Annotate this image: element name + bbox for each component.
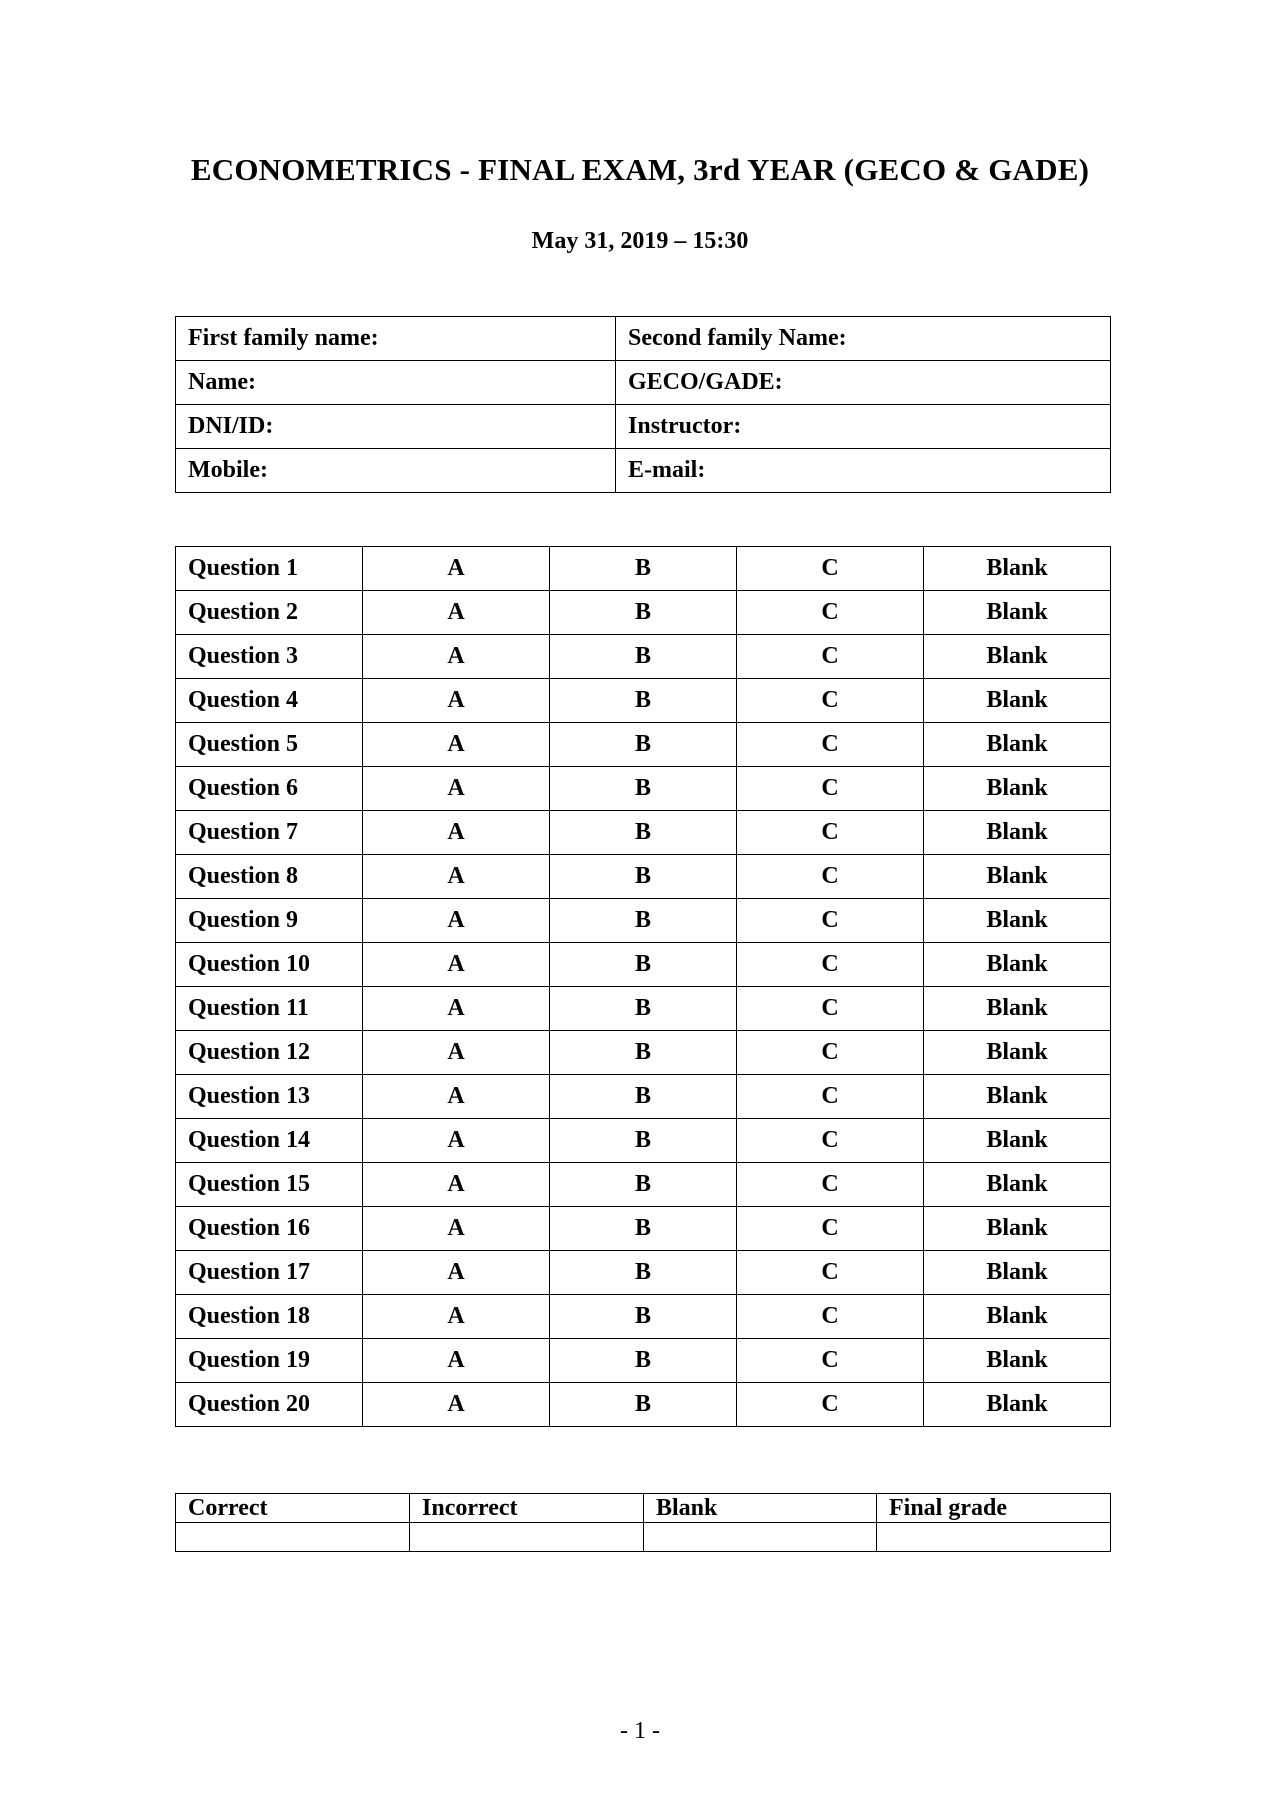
answer-option-blank[interactable]: Blank (924, 855, 1111, 899)
question-label: Question 18 (176, 1295, 363, 1339)
question-label: Question 13 (176, 1075, 363, 1119)
question-label: Question 20 (176, 1383, 363, 1427)
final-grade-value-cell[interactable] (877, 1523, 1111, 1552)
answer-option-a[interactable]: A (363, 1031, 550, 1075)
answer-option-b[interactable]: B (550, 1075, 737, 1119)
answer-option-blank[interactable]: Blank (924, 635, 1111, 679)
answer-row (176, 899, 1111, 943)
answer-row (176, 591, 1111, 635)
summary-value-row (176, 1523, 1111, 1552)
answer-option-b[interactable]: B (550, 899, 737, 943)
answer-option-c[interactable]: C (737, 1163, 924, 1207)
question-label: Question 8 (176, 855, 363, 899)
answer-option-blank[interactable]: Blank (924, 1383, 1111, 1427)
answer-row (176, 679, 1111, 723)
question-label: Question 11 (176, 987, 363, 1031)
summary-header-row (176, 1494, 1111, 1523)
answer-option-c[interactable]: C (737, 767, 924, 811)
first-family-name-field[interactable]: First family name: (176, 317, 616, 361)
answer-row (176, 1163, 1111, 1207)
answer-option-blank[interactable]: Blank (924, 591, 1111, 635)
answer-option-blank[interactable]: Blank (924, 547, 1111, 591)
answer-option-a[interactable]: A (363, 679, 550, 723)
answer-option-c[interactable]: C (737, 591, 924, 635)
info-row (176, 405, 1111, 449)
answer-option-c[interactable]: C (737, 1119, 924, 1163)
answer-option-blank[interactable]: Blank (924, 1075, 1111, 1119)
question-label: Question 12 (176, 1031, 363, 1075)
answer-option-a[interactable]: A (363, 591, 550, 635)
mobile-field[interactable]: Mobile: (176, 449, 616, 493)
answer-option-c[interactable]: C (737, 723, 924, 767)
answer-option-a[interactable]: A (363, 987, 550, 1031)
incorrect-value-cell[interactable] (410, 1523, 644, 1552)
answer-option-blank[interactable]: Blank (924, 943, 1111, 987)
answer-option-b[interactable]: B (550, 679, 737, 723)
info-row (176, 449, 1111, 493)
answer-option-blank[interactable]: Blank (924, 1251, 1111, 1295)
answer-option-b[interactable]: B (550, 811, 737, 855)
second-family-name-field[interactable]: Second family Name: (616, 317, 1111, 361)
answer-option-c[interactable]: C (737, 987, 924, 1031)
answer-option-b[interactable]: B (550, 1251, 737, 1295)
answer-option-b[interactable]: B (550, 1163, 737, 1207)
answer-option-b[interactable]: B (550, 1339, 737, 1383)
question-label: Question 2 (176, 591, 363, 635)
question-label: Question 4 (176, 679, 363, 723)
answer-option-a[interactable]: A (363, 1207, 550, 1251)
answer-option-c[interactable]: C (737, 1295, 924, 1339)
answer-row (176, 1295, 1111, 1339)
question-label: Question 7 (176, 811, 363, 855)
answer-option-b[interactable]: B (550, 1207, 737, 1251)
student-info-table (175, 316, 1111, 493)
answer-option-a[interactable]: A (363, 1295, 550, 1339)
question-label: Question 3 (176, 635, 363, 679)
dni-id-field[interactable]: DNI/ID: (176, 405, 616, 449)
email-field[interactable]: E-mail: (616, 449, 1111, 493)
answer-option-b[interactable]: B (550, 547, 737, 591)
page-number: - 1 - (620, 1718, 660, 1744)
answer-option-a[interactable]: A (363, 855, 550, 899)
answer-option-b[interactable]: B (550, 1031, 737, 1075)
answer-option-b[interactable]: B (550, 767, 737, 811)
answer-option-b[interactable]: B (550, 1119, 737, 1163)
answer-row (176, 987, 1111, 1031)
answer-option-a[interactable]: A (363, 723, 550, 767)
answer-option-blank[interactable]: Blank (924, 1031, 1111, 1075)
answer-option-blank[interactable]: Blank (924, 899, 1111, 943)
answer-option-a[interactable]: A (363, 767, 550, 811)
question-label: Question 19 (176, 1339, 363, 1383)
answer-option-a[interactable]: A (363, 1251, 550, 1295)
answer-row (176, 855, 1111, 899)
question-label: Question 5 (176, 723, 363, 767)
exam-date: May 31, 2019 – 15:30 (531, 228, 749, 254)
info-row (176, 317, 1111, 361)
question-label: Question 17 (176, 1251, 363, 1295)
geco-gade-field[interactable]: GECO/GADE: (616, 361, 1111, 405)
answer-option-blank[interactable]: Blank (924, 1295, 1111, 1339)
answer-option-c[interactable]: C (737, 1031, 924, 1075)
question-label: Question 16 (176, 1207, 363, 1251)
answer-option-b[interactable]: B (550, 591, 737, 635)
answer-option-c[interactable]: C (737, 899, 924, 943)
blank-value-cell[interactable] (644, 1523, 877, 1552)
question-label: Question 1 (176, 547, 363, 591)
answer-option-blank[interactable]: Blank (924, 1163, 1111, 1207)
answer-option-b[interactable]: B (550, 635, 737, 679)
answer-row (176, 547, 1111, 591)
answer-option-a[interactable]: A (363, 811, 550, 855)
answer-option-a[interactable]: A (363, 547, 550, 591)
answer-row (176, 1339, 1111, 1383)
answer-row (176, 723, 1111, 767)
answer-row (176, 1383, 1111, 1427)
answer-row (176, 635, 1111, 679)
answer-option-blank[interactable]: Blank (924, 1339, 1111, 1383)
answer-option-c[interactable]: C (737, 1251, 924, 1295)
answer-row (176, 1031, 1111, 1075)
name-field[interactable]: Name: (176, 361, 616, 405)
instructor-field[interactable]: Instructor: (616, 405, 1111, 449)
answer-option-a[interactable]: A (363, 1119, 550, 1163)
answer-option-a[interactable]: A (363, 635, 550, 679)
final-grade-header: Final grade (877, 1494, 1111, 1523)
answer-option-b[interactable]: B (550, 855, 737, 899)
answer-option-b[interactable]: B (550, 1383, 737, 1427)
answer-option-a[interactable]: A (363, 899, 550, 943)
answer-row (176, 767, 1111, 811)
correct-header: Correct (176, 1494, 410, 1523)
question-label: Question 14 (176, 1119, 363, 1163)
answer-option-a[interactable]: A (363, 1339, 550, 1383)
answer-row (176, 1207, 1111, 1251)
incorrect-header: Incorrect (410, 1494, 644, 1523)
answer-option-a[interactable]: A (363, 943, 550, 987)
answer-option-c[interactable]: C (737, 1383, 924, 1427)
answer-row (176, 1119, 1111, 1163)
answer-option-c[interactable]: C (737, 943, 924, 987)
answer-option-c[interactable]: C (737, 1075, 924, 1119)
blank-header: Blank (644, 1494, 877, 1523)
answer-option-c[interactable]: C (737, 855, 924, 899)
answer-option-c[interactable]: C (737, 811, 924, 855)
correct-value-cell[interactable] (176, 1523, 410, 1552)
info-row (176, 361, 1111, 405)
question-label: Question 10 (176, 943, 363, 987)
answer-sheet-table (175, 546, 1111, 1427)
answer-option-c[interactable]: C (737, 635, 924, 679)
answer-option-blank[interactable]: Blank (924, 811, 1111, 855)
grade-summary-table (175, 1493, 1111, 1552)
answer-option-blank[interactable]: Blank (924, 1207, 1111, 1251)
answer-option-blank[interactable]: Blank (924, 679, 1111, 723)
answer-row (176, 811, 1111, 855)
answer-option-blank[interactable]: Blank (924, 723, 1111, 767)
answer-option-a[interactable]: A (363, 1075, 550, 1119)
answer-option-blank[interactable]: Blank (924, 767, 1111, 811)
question-label: Question 15 (176, 1163, 363, 1207)
answer-row (176, 1075, 1111, 1119)
answer-option-c[interactable]: C (737, 547, 924, 591)
answer-option-blank[interactable]: Blank (924, 1119, 1111, 1163)
question-label: Question 6 (176, 767, 363, 811)
answer-option-b[interactable]: B (550, 943, 737, 987)
answer-option-c[interactable]: C (737, 1207, 924, 1251)
answer-option-a[interactable]: A (363, 1163, 550, 1207)
answer-option-b[interactable]: B (550, 723, 737, 767)
answer-option-b[interactable]: B (550, 987, 737, 1031)
answer-option-a[interactable]: A (363, 1383, 550, 1427)
answer-option-b[interactable]: B (550, 1295, 737, 1339)
exam-title: ECONOMETRICS - FINAL EXAM, 3rd YEAR (GECO & GADE) (190, 152, 1090, 187)
answer-row (176, 1251, 1111, 1295)
question-label: Question 9 (176, 899, 363, 943)
answer-row (176, 943, 1111, 987)
answer-option-c[interactable]: C (737, 679, 924, 723)
answer-option-blank[interactable]: Blank (924, 987, 1111, 1031)
answer-option-c[interactable]: C (737, 1339, 924, 1383)
